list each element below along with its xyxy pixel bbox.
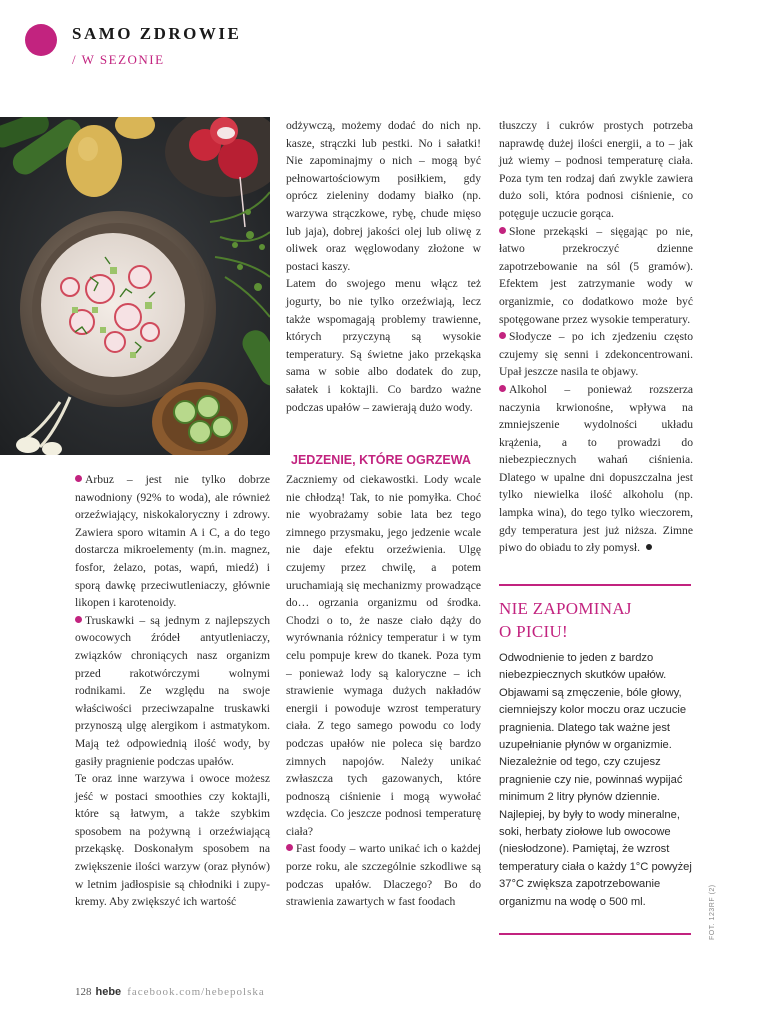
brand-logo: hebe (95, 986, 122, 998)
paragraph-strawberries: Truskawki – są jednym z najlepszych owocowych źródeł antyutleniaczy, związków chroniących nasz organizm przed rakotwórczymi wolnymi rodnikami. Ze względu na swoje właściwości przeciwzapalne truskawki przynoszą ulgę alergikom i astmatykom. Mają też odpowiednią ilość wody, by gasiły pragnienie podczas upałów. (75, 613, 270, 768)
paragraph-salads: odżywczą, możemy dodać do nich np. kasze, strączki lub pestki. No i sałatki! Nie zapominajmy o nich – mogą być pełnowartościowym posiłkiem, gdy oprócz zieleniny dodamy białko (np. warzywa strączkowe, rybę, chude mięso lub jaja), dobrej jakości olej lub oliwę z oliwek oraz węglowodany złożone w postaci kaszy. (286, 119, 481, 273)
paragraph-fats-sugars: tłuszczy i cukrów prostych potrzeba naprawdę dużej ilości energii, a to – jak już wiemy – podnosi temperaturę ciała. Poza tym ten rodzaj dań zwykle zawiera dużo soli, która podnosi ciśnienie, co potęguje uczucie gorąca. (499, 119, 693, 220)
paragraph-yogurts: Latem do swojego menu włącz też jogurty, bo nie tylko orzeźwiają, lecz także wspomagają problemy trawienne, których przyczyną są wysokie temperatury. Są świetne jako przekąska sama w sobie albo dodatek do zup, sałatek i koktajli. Co bardzo ważne podczas upałów – zawierają dużo wody. (286, 277, 481, 414)
paragraph-fast-food: Fast foody – warto unikać ich o każdej porze roku, ale szczególnie szkodliwe są podczas upałów. Dlaczego? Bo do strawienia zawartych w fast foodach (286, 842, 481, 909)
page-number: 128 (75, 986, 92, 998)
article-column-2 (286, 117, 481, 416)
subheading-warming-food: JEDZENIE, KTÓRE OGRZEWA (291, 453, 471, 467)
bullet-icon (286, 844, 293, 851)
cold-soup-photo (0, 117, 270, 455)
facebook-link[interactable]: facebook.com/hebepolska (127, 986, 265, 998)
paragraph-sweets: Słodycze – po ich zjedzeniu często czujemy się senni i zdekoncentrowani. Upał jeszcze nasila te objawy. (499, 330, 693, 379)
article-column-3 (499, 117, 693, 557)
bullet-icon (75, 616, 82, 623)
bullet-icon (499, 332, 506, 339)
paragraph-watermelon: Arbuz – jest nie tylko dobrze nawodniony (92% to woda), ale również orzeźwiający, niskokaloryczny i zdrowy. Zawiera sporo witamin A i C, a do tego dostarcza mikroelementy (m.in. magnez, fosfor, żelazo, potas, wapń, miedź) i sporą dawkę przeciwutleniaczy, głównie likopen i karotenoidy. (75, 473, 270, 610)
paragraph-alcohol: Alkohol – ponieważ rozszerza naczynia krwionośne, wpływa na zmniejszenie wydolności układu krążenia, a to prowadzi do niebezpiecznych wahań ciśnienia. Dlatego w upalne dni dopuszczalna jest tylko niewielka ilość alkoholu (np. lampka wina), do tego tylko wieczorem, gdy temperatura jest już niższa. Zimne piwo do obiadu to zły pomysł. (499, 382, 693, 555)
box-bottom-rule (499, 933, 691, 935)
paragraph-smoothies: Te oraz inne warzywa i owoce możesz jeść w postaci smoothies czy koktajli, które są łatwym, a także szybkim sposobem na pożywną i orzeźwiającą przekąskę. Doskonałym sposobem na zwiększenie ilości warzyw (oraz płynów) w letnim jadłospisie są chłodniki i zupy-kremy. Aby zwiększyć ich wartość (75, 772, 270, 909)
magazine-dot-logo (25, 24, 57, 56)
section-subtitle: / W SEZONIE (72, 52, 165, 67)
paragraph-salty-snacks: Słone przekąski – sięgając po nie, łatwo przekroczyć dzienne zapotrzebowanie na sól (5 gramów). Efektem jest zatrzymanie wody w organizmie, co dodatkowo może być spotęgowane przez wysokie temperatury. (499, 224, 693, 326)
box-title: NIE ZAPOMINAJ O PICIU! (499, 599, 632, 641)
bullet-icon (499, 385, 506, 392)
end-of-article-icon (646, 544, 652, 550)
article-column-1 (75, 471, 270, 911)
paragraph-ice-cream: Zaczniemy od ciekawostki. Lody wcale nie chłodzą! Tak, to nie pomyłka. Choć nie wyobrażamy sobie lata bez tego zimnego przysmaku, jego jedzenie wcale nie daje efektu orzeźwienia. Ulgę czujemy przez chwilę, a potem uruchamiają się mechanizmy prowadzące do… ogrzania organizmu od środka. Chodzi o to, że nasze ciało dąży do wyrównania różnicy temperatur i w tym celu pompuje krew do tkanek. Poza tym – ponieważ lody są kaloryczne – ich strawienie wymaga dużych nakładów energii i powoduje wzrost temperatury ciała. Z tego samego powodu co lody podczas upałów nie poleca się bardzo zimnych napojów. Należy unikać zwłaszcza tych gazowanych, które podnoszą ciśnienie i mogą wywołać wzdęcia. Co jeszcze podnosi temperaturę ciała? (286, 473, 481, 838)
box-top-rule (499, 584, 691, 586)
photo-credit: FOT. 123RF (2) (709, 884, 716, 940)
section-title: SAMO ZDROWIE (72, 24, 242, 43)
page-footer (75, 986, 265, 998)
box-text: Odwodnienie to jeden z bardzo niebezpiecznych skutków upałów. Objawami są zmęczenie, bóle głowy, ciemniejszy kolor moczu oraz uczucie pragnienia. Dlatego tak ważne jest uzupełnianie płynów w organizmie. Niezależnie od tego, czy czujesz pragnienie czy nie, powinnaś wypijać minimum 2 litry płynów dziennie. Najlepiej, by były to wody mineralne, soki, herbaty ziołowe lub owocowe (niesłodzone). Pamiętaj, że wzrost temperatury ciała o każdy 1°C powyżej 37°C zwiększa zapotrzebowanie organizmu na wodę o 500 ml. (499, 652, 692, 908)
bullet-icon (75, 475, 82, 482)
bullet-icon (499, 227, 506, 234)
article-column-2-lower (286, 471, 481, 911)
